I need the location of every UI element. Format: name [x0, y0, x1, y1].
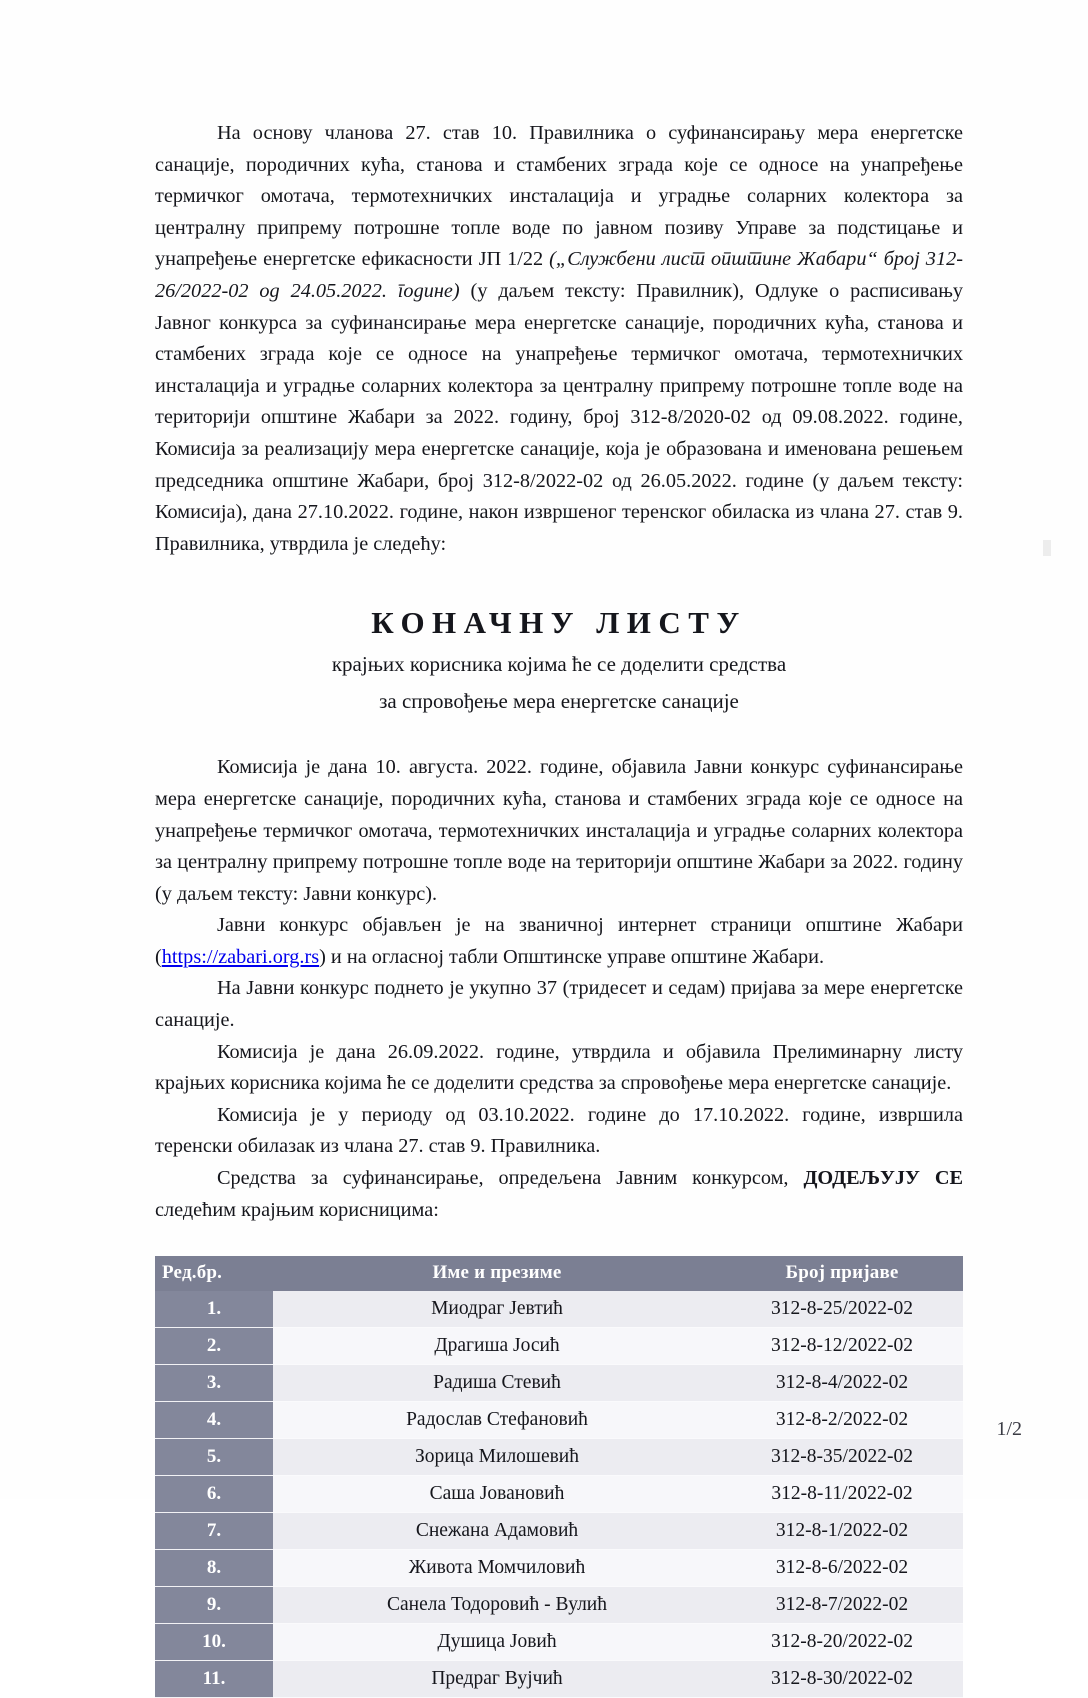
cell-name: Санела Тодоровић - Вулић — [273, 1587, 721, 1624]
title-subtitle-line-2: за спровођење мера енергетске санације — [379, 689, 739, 714]
cell-application-number: 312-8-12/2022-02 — [721, 1328, 963, 1365]
table-row — [155, 1513, 963, 1550]
cell-name: Радослав Стефановић — [273, 1402, 721, 1439]
cell-application-number: 312-8-30/2022-02 — [721, 1661, 963, 1698]
table-row — [155, 1476, 963, 1513]
table-row — [155, 1328, 963, 1365]
cell-application-number: 312-8-6/2022-02 — [721, 1550, 963, 1587]
cell-application-number: 312-8-2/2022-02 — [721, 1402, 963, 1439]
table-row — [155, 1291, 963, 1328]
title-subtitle-line-1: крајњих корисника којима ће се доделити средства — [331, 652, 787, 677]
cell-name: Снежана Адамовић — [273, 1513, 721, 1550]
table-body — [155, 1291, 963, 1698]
table-header-row — [155, 1256, 963, 1291]
cell-number: 7. — [155, 1513, 273, 1550]
column-header-name: Име и презиме — [273, 1256, 721, 1291]
cell-name: Радиша Стевић — [273, 1365, 721, 1402]
table-row — [155, 1550, 963, 1587]
cell-number: 2. — [155, 1328, 273, 1365]
cell-application-number: 312-8-7/2022-02 — [721, 1587, 963, 1624]
cell-application-number: 312-8-25/2022-02 — [721, 1291, 963, 1328]
paragraph-funds-prefix: Средства за суфинансирање, опредељена Јавним конкурсом, — [217, 1167, 804, 1190]
cell-number: 5. — [155, 1439, 273, 1476]
page-number: 1/2 — [996, 1418, 1022, 1440]
cell-name: Живота Момчиловић — [273, 1550, 721, 1587]
cell-number: 9. — [155, 1587, 273, 1624]
table-header — [155, 1256, 963, 1291]
cell-number: 4. — [155, 1402, 273, 1439]
cell-application-number: 312-8-11/2022-02 — [721, 1476, 963, 1513]
paragraph-funds-suffix: следећим крајњим корисницима: — [155, 1198, 439, 1221]
table-row — [155, 1624, 963, 1661]
cell-number: 1. — [155, 1291, 273, 1328]
table-row — [155, 1587, 963, 1624]
intro-paragraph — [155, 118, 963, 560]
cell-name: Душица Јовић — [273, 1624, 721, 1661]
municipality-website-link[interactable]: https://zabari.org.rs — [161, 945, 320, 968]
paragraph-preliminary-list: Комисија је дана 26.09.2022. године, утврдила и објавила Прелиминарну листу крајњих корисника којима ће се доделити средства за спровођење мера енергетске санације. — [155, 1040, 963, 1095]
cell-name: Предраг Вујчић — [273, 1661, 721, 1698]
intro-paragraph-continuation: (у даљем тексту: Правилник), Одлуке о расписивању Јавног конкурса за суфинансирање мера енергетске санације, породичних кућа, станова и стамбених зграда које се односе на унапређење термичког омотача, термотехничких инсталација и уградње соларних колектора за централну припрему потрошне топле воде на територији општине Жабари за 2022. годину, број 312-8/2020-02 од 09.08.2022. године, Комисија за реализацију мера енергетске санације, која је образована и именована решењем председника општине Жабари, број 312-8/2022-02 од 26.05.2022. године (у даљем тексту: Комисија), дана 27.10.2022. године, након извршеног теренског обиласка из члана 27. став 9. Правилника, утврдила је следећу: — [155, 279, 963, 555]
intro-paragraph-italic: („Службени лист општине Жабари“ број 312-26/2022-02 од 24.05.2022. године) — [155, 248, 963, 302]
table-row — [155, 1439, 963, 1476]
paragraph-public-call-announced: Комисија је дана 10. августа. 2022. године, објавила Јавни конкурс суфинансирање мера енергетске санације, породичних кућа, станова и стамбених зграда које се односе на унапређење термичког омотача, термотехничких инсталација и уградње соларних колектора за централну припрему потрошне топле воде на територији општине Жабари за 2022. годину (у даљем тексту: Јавни конкурс). — [155, 756, 963, 905]
paragraph-field-visit: Комисија је у периоду од 03.10.2022. године до 17.10.2022. године, извршила теренски обилазак из члана 27. став 9. Правилника. — [155, 1103, 963, 1158]
cell-application-number: 312-8-1/2022-02 — [721, 1513, 963, 1550]
cell-application-number: 312-8-35/2022-02 — [721, 1439, 963, 1476]
table-row — [155, 1661, 963, 1698]
spacer — [155, 718, 963, 752]
cell-number: 8. — [155, 1550, 273, 1587]
cell-name: Зорица Милошевић — [273, 1439, 721, 1476]
cell-name: Саша Јовановић — [273, 1476, 721, 1513]
cell-number: 10. — [155, 1624, 273, 1661]
table-row — [155, 1365, 963, 1402]
intro-paragraph-text: На основу чланова 27. став 10. Правилника о суфинансирању мера енергетске санације, породичних кућа, станова и стамбених зграда које се односе на унапређење термичког омотача, термотехничких инсталација и уградње соларних колектора за централну припрему потрошне топле воде по јавном позиву Управе за подстицање и унапређење енергетске ефикасности ЈП 1/22 — [155, 122, 963, 271]
awarded-emphasis: ДОДЕЉУЈУ СЕ — [803, 1167, 963, 1190]
paragraph-publication-suffix: ) и на огласној табли Општинске управе општине Жабари. — [319, 945, 825, 968]
cell-number: 6. — [155, 1476, 273, 1513]
table-row — [155, 1402, 963, 1439]
cell-name: Миодраг Јевтић — [273, 1291, 721, 1328]
paragraph-publication-channels — [155, 910, 963, 973]
column-header-application: Број пријаве — [721, 1256, 963, 1291]
paragraph-applications-count: На Јавни конкурс поднето је укупно 37 (тридесет и седам) пријава за мере енергетске санације. — [155, 977, 963, 1032]
cell-name: Драгиша Јосић — [273, 1328, 721, 1365]
column-header-number: Ред.бр. — [155, 1256, 273, 1291]
cell-application-number: 312-8-20/2022-02 — [721, 1624, 963, 1661]
paragraph-publication-prefix: Јавни конкурс објављен је на званичној интернет страници општине Жабари ( — [155, 914, 963, 968]
cell-application-number: 312-8-4/2022-02 — [721, 1365, 963, 1402]
scan-artifact — [1043, 540, 1051, 556]
page-title: КОНАЧНУ ЛИСТУ — [371, 605, 747, 641]
beneficiaries-table — [155, 1256, 963, 1698]
title-block — [155, 602, 963, 718]
paragraph-funds-awarded — [155, 1163, 963, 1226]
cell-number: 11. — [155, 1661, 273, 1698]
cell-number: 3. — [155, 1365, 273, 1402]
document-body — [155, 118, 963, 1698]
